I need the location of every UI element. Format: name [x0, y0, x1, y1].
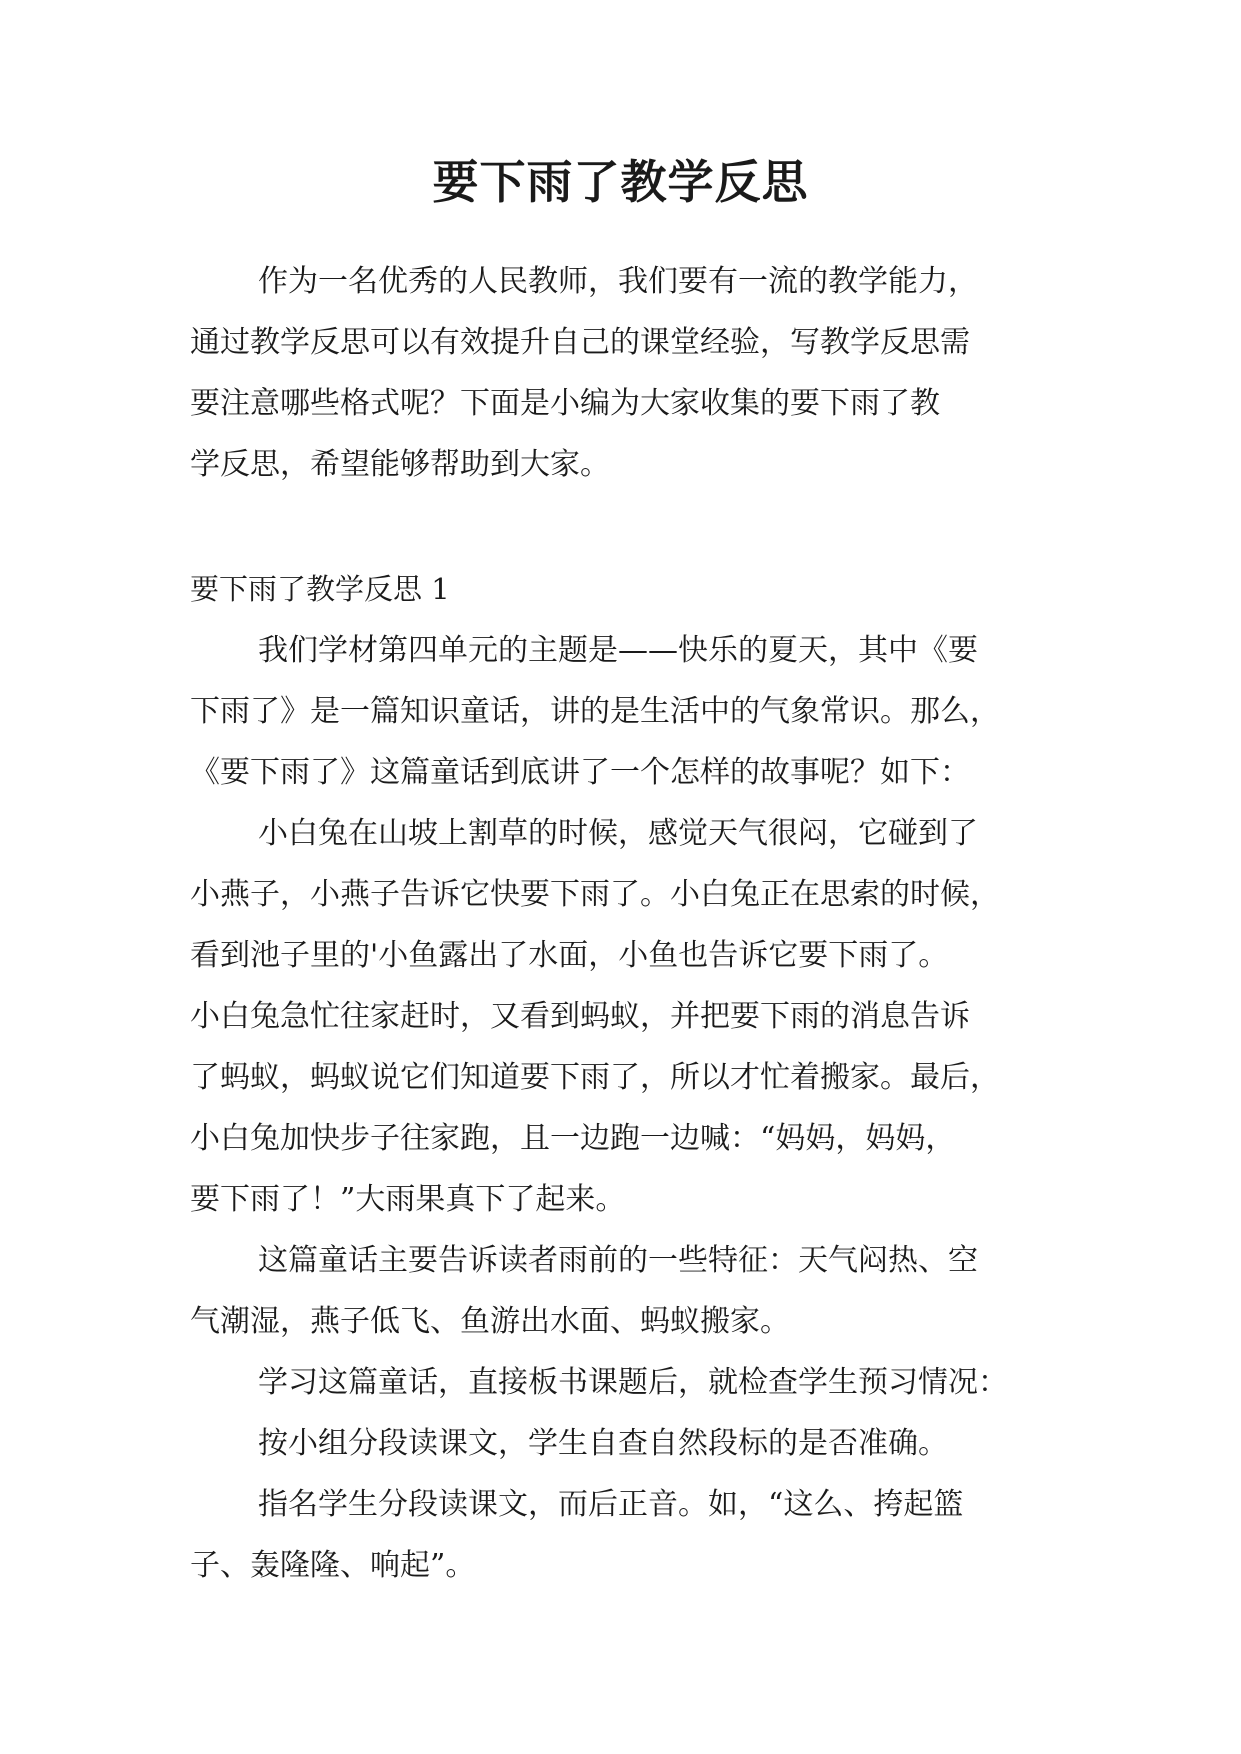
body-line: 气潮湿，燕子低飞、鱼游出水面、蚂蚁搬家。	[190, 1304, 790, 1339]
body-line: 下雨了》是一篇知识童话，讲的是生活中的气象常识。那么，	[190, 694, 1000, 729]
body-line: 要下雨了！”大雨果真下了起来。	[190, 1182, 626, 1217]
body-line: 小白兔急忙往家赶时，又看到蚂蚁，并把要下雨的消息告诉	[190, 999, 970, 1034]
intro-line-2: 通过教学反思可以有效提升自己的课堂经验，写教学反思需	[190, 325, 970, 360]
intro-line-3: 要注意哪些格式呢？下面是小编为大家收集的要下雨了教	[190, 386, 940, 421]
body-line: 《要下雨了》这篇童话到底讲了一个怎样的故事呢？如下：	[190, 755, 970, 790]
body-line: 小白兔在山坡上割草的时候，感觉天气很闷，它碰到了	[258, 816, 978, 851]
body-line: 学习这篇童话，直接板书课题后，就检查学生预习情况：	[258, 1365, 1008, 1400]
body-line: 指名学生分段读课文，而后正音。如，“这么、挎起篮	[258, 1487, 964, 1522]
body-line: 这篇童话主要告诉读者雨前的一些特征：天气闷热、空	[258, 1243, 978, 1278]
document-title: 要下雨了教学反思	[432, 155, 809, 209]
body-line: 我们学材第四单元的主题是——快乐的夏天，其中《要	[258, 633, 978, 668]
body-line: 按小组分段读课文，学生自查自然段标的是否准确。	[258, 1426, 948, 1461]
body-line: 小燕子，小燕子告诉它快要下雨了。小白兔正在思索的时候，	[190, 877, 1000, 912]
intro-line-1: 作为一名优秀的人民教师，我们要有一流的教学能力，	[258, 264, 978, 299]
body-line: 了蚂蚁，蚂蚁说它们知道要下雨了，所以才忙着搬家。最后，	[190, 1060, 1000, 1095]
body-line: 小白兔加快步子往家跑，且一边跑一边喊：“妈妈，妈妈，	[190, 1121, 956, 1156]
intro-line-4: 学反思，希望能够帮助到大家。	[190, 447, 610, 482]
body-line: 子、轰隆隆、响起”。	[190, 1548, 476, 1583]
section-heading: 要下雨了教学反思 1	[190, 572, 450, 606]
body-line: 看到池子里的'小鱼露出了水面，小鱼也告诉它要下雨了。	[190, 938, 949, 973]
